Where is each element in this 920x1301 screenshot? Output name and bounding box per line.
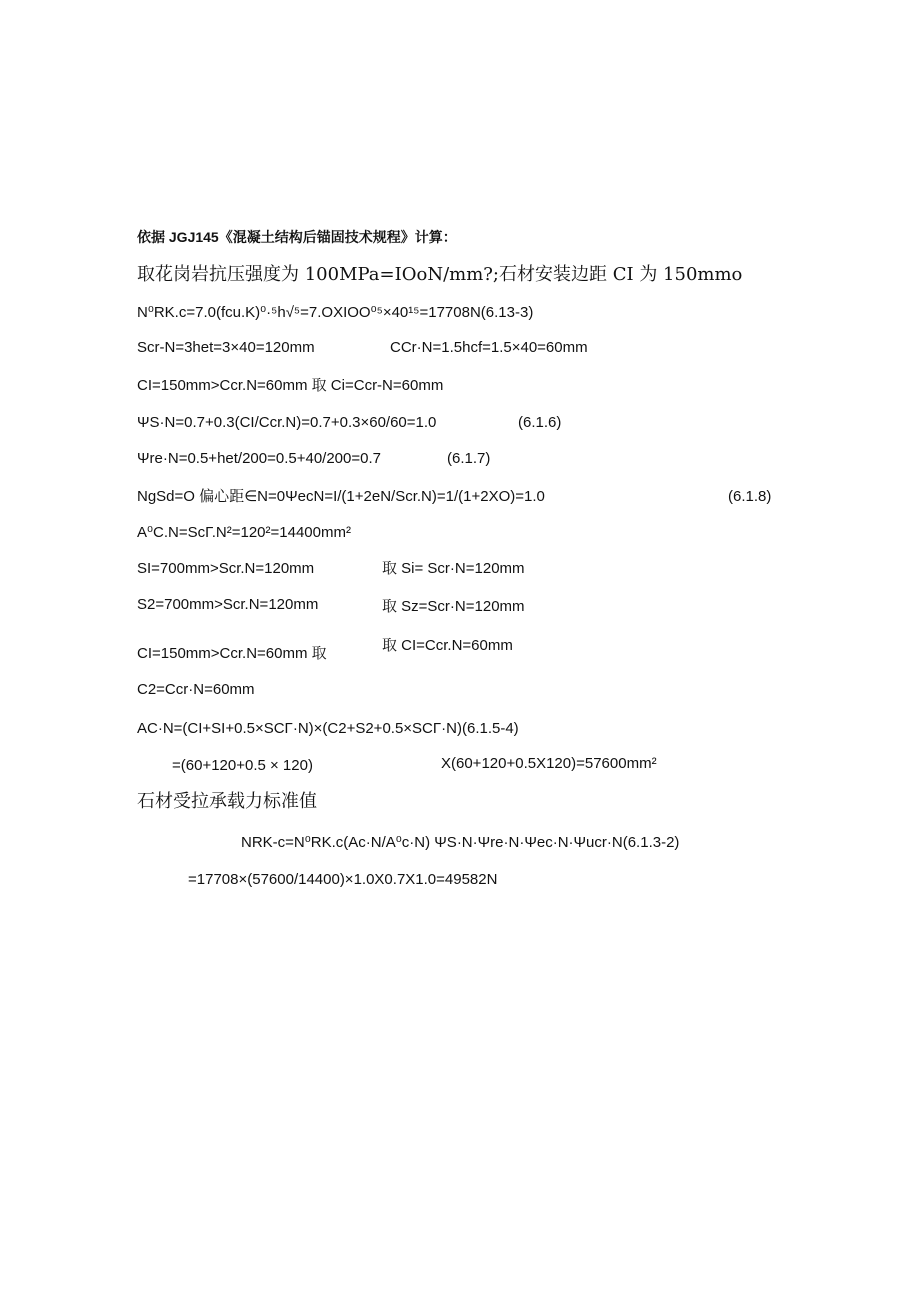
- formula-c1-compare: CI=150mm>Ccr.N=60mm 取: [137, 645, 327, 662]
- formula-nrkc-result: =17708×(57600/14400)×1.0X0.7X1.0=49582N: [188, 871, 498, 888]
- formula-s2-compare: S2=700mm>Scr.N=120mm: [137, 596, 319, 613]
- formula-ci-compare: CI=150mm>Ccr.N=60mm 取 Ci=Ccr-N=60mm: [137, 377, 444, 394]
- formula-nrkc: NRK-c=N⁰RK.c(Ac·N/A⁰c·N) ΨS·N·Ψre·N·Ψec·N·Ψucr·N(6.1.3-2): [241, 834, 680, 851]
- formula-acn: AC·N=(CI+SI+0.5×SCΓ·N)×(C2+S2+0.5×SCΓ·N)(6.1.5-4): [137, 720, 519, 737]
- formula-acn-calc-right: X(60+120+0.5X120)=57600mm²: [441, 755, 657, 772]
- formula-psi-ecn: NgSd=O 偏心距∈N=0ΨecN=I/(1+2eN/Scr.N)=1/(1+2XO)=1.0: [137, 488, 545, 505]
- formula-psi-ren: Ψre·N=0.5+het/200=0.5+40/200=0.7: [137, 450, 381, 467]
- document-header: 依据 JGJ145《混凝土结构后锚固技术规程》计算：: [137, 229, 457, 245]
- eq-ref-6-1-6: (6.1.6): [518, 414, 562, 431]
- formula-scr: Scr-N=3het=3×40=120mm: [137, 339, 315, 356]
- formula-c2: C2=Ccr·N=60mm: [137, 681, 255, 698]
- eq-ref-6-1-7: (6.1.7): [447, 450, 491, 467]
- eq-ref-6-1-8: (6.1.8): [728, 488, 772, 505]
- formula-s2-take: 取 Sz=Scr·N=120mm: [382, 598, 525, 615]
- formula-a0cn: A⁰C.N=ScΓ.N²=120²=14400mm²: [137, 524, 351, 541]
- formula-c1-take: 取 CI=Ccr.N=60mm: [382, 637, 513, 654]
- formula-ccr: CCr·N=1.5hcf=1.5×40=60mm: [390, 339, 588, 356]
- line-strength-spec: 取花岗岩抗压强度为 100MPa=IOoN/mm?;石材安装边距 CI 为 150mmo: [137, 264, 743, 285]
- formula-acn-calc-left: =(60+120+0.5 × 120): [172, 757, 313, 774]
- formula-s1-take: 取 Si= Scr·N=120mm: [382, 560, 525, 577]
- formula-n0rkc: N⁰RK.c=7.0(fcu.K)⁰·⁵h√⁵=7.OXIOO⁰⁵×40¹⁵=17708N(6.13-3): [137, 304, 534, 321]
- section-title-tensile-capacity: 石材受拉承载力标准值: [137, 791, 317, 812]
- formula-psi-sn: ΨS·N=0.7+0.3(CI/Ccr.N)=0.7+0.3×60/60=1.0: [137, 414, 437, 431]
- formula-s1-compare: SI=700mm>Scr.N=120mm: [137, 560, 315, 577]
